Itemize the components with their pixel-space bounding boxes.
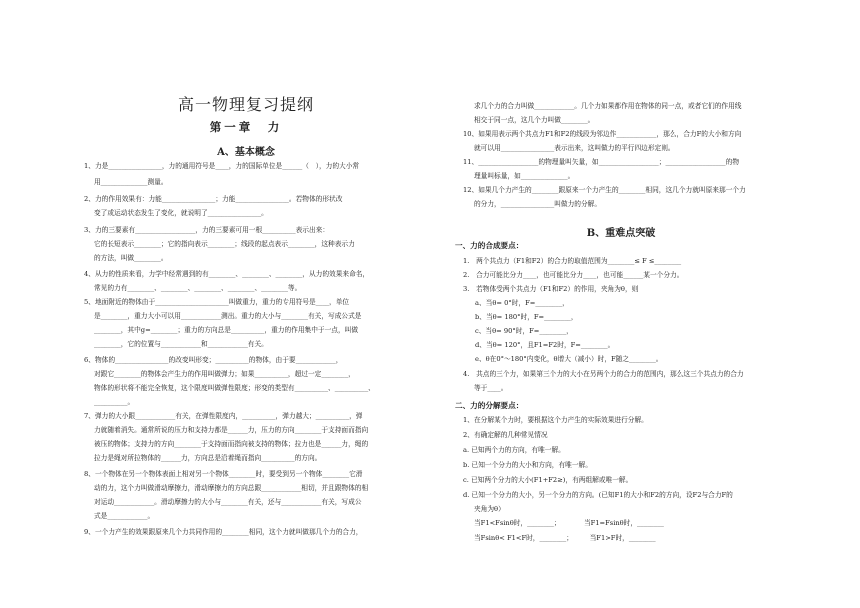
text-line: 物体的形状将不能完全恢复，这个限度叫做弹性限度；形变的类型有__________、__________、 <box>94 384 375 392</box>
text-line: 7、弹力的大小跟____________有关，在弹性限度内，__________，弹力越大；__________，弹 <box>84 412 363 420</box>
decomposition-subheading: 二、力的分解要点： <box>455 401 524 410</box>
text-line: ________，它的位置与____________和____________有关。 <box>94 340 268 348</box>
text-line: 3. 若物体受两个共点力（F1和F2）的作用，夹角为θ，则 <box>463 285 639 293</box>
text-line: 是________，重力大小可以用____________测出。重力的大小与________有关，写成公式是 <box>94 312 362 320</box>
text-line: 对运动____________。滑动摩擦力的大小与________有关，还与____________有关，写成公 <box>94 498 362 506</box>
text-line: 1. 两个共点力（F1和F2）的合力的取值范围为________≤ F ≤________ <box>463 257 682 265</box>
text-line: b、当θ= 180°时，F=________， <box>475 313 578 321</box>
text-line: 1、力是________________，力的通用符号是____，力的国际单位是______（ ），力的大小常 <box>84 162 360 170</box>
text-line: 3、力的三要素有__________________，力的三要素可用一根__________表示出来： <box>84 226 330 234</box>
text-line: 1、在分解某个力时，要根据这个力产生的实际效果进行分解。 <box>463 416 648 424</box>
text-line: 的分力，________________叫做力的分解。 <box>474 200 602 208</box>
text-line: 6、物体的________________的改变叫形变；__________的物体，由于要____________， <box>84 356 343 364</box>
text-line: 2、力的作用效果有：力能________________；力能________________。若物体的形状改 <box>84 195 343 203</box>
text-line: 就可以用________________表示出来，这叫做力的平行四边形定则。 <box>474 144 675 152</box>
text-line: d、当θ= 120°，且F1=F2时，F=________。 <box>475 341 615 349</box>
text-line: a. 已知两个力的方向，有唯一解。 <box>463 446 565 454</box>
text-line: 8、一个物体在另一个物体表面上相对另一个物体________时，要受到另一个物体________它滑 <box>84 470 363 478</box>
text-line: __________。 <box>94 398 135 406</box>
text-line: 的方法，叫做________。 <box>94 254 168 262</box>
text-line: e、θ在0°～180°内变化，θ增大（减小）时，F随之________。 <box>475 355 663 363</box>
text-line: 等于____。 <box>474 384 508 392</box>
text-line: 12、如果几个力产生的________跟原来一个力产生的________相同，这几个力就叫原来那一个力 <box>463 186 746 194</box>
composition-subheading: 一、力的合成要点： <box>455 241 524 250</box>
text-line: a、当θ= 0°时，F=________， <box>475 299 569 307</box>
text-line: 10、如果用表示两个共点力F1和F2的线段为邻边作____________，那么，合力F的大小和方向 <box>463 130 742 138</box>
text-line: d. 已知一个分力的大小，另一个分力的方向。(已知F1的大小和F2的方向，设F2与合力F的 <box>463 491 733 499</box>
text-line: ________，其中g=________；重力的方向总是__________，重力的作用集中于一点，叫做 <box>94 326 359 334</box>
text-line: 式是____________。 <box>94 512 155 520</box>
text-line: 相交于同一点，这几个力叫做________。 <box>474 116 595 124</box>
text-line: 它的长短表示________；它的指向表示________；线段的起点表示________，这种表示力 <box>94 240 355 248</box>
text-line: 2、有确定解的几种常见情况 <box>463 431 548 439</box>
text-line: c. 已知两个分力的大小(F1+F2≥)，有两组解或唯一解。 <box>463 476 633 484</box>
text-line: 变了或运动状态发生了变化，就说明了________________。 <box>94 209 268 217</box>
text-line: 对跟它________的物体会产生力的作用叫做弹力；如果__________，超过一定________， <box>94 370 355 378</box>
text-line: 4. 共点的三个力，如果第三个力的大小在另两个力的合力的范围内，那么这三个共点力的合力 <box>463 370 744 378</box>
text-line: 求几个力的合力叫做____________。几个力如果都作用在物体的同一点，或者它们的作用线 <box>474 102 742 110</box>
text-line: 被压的物体；支持力的方向________于支持面而指向被支持的物体；拉力也是______力，绳的 <box>94 440 369 448</box>
text-line: 夹角为θ） <box>474 505 505 513</box>
text-line: 用______________测量。 <box>94 178 168 186</box>
text-line: 力就随着消失。通常所说的压力和支持力都是______力，压力的方向________于支持面而指向 <box>94 426 369 434</box>
section-a-heading: A、基本概念 <box>217 147 275 158</box>
chapter-heading: 第一章 力 <box>209 120 283 134</box>
text-line: 常见的力有________、________、________、________、________等。 <box>94 284 302 292</box>
section-b-heading: B、重难点突破 <box>586 228 656 239</box>
text-line: 拉力是绳对所拉物体的______力，方向总是沿着绳而指向__________的方向。 <box>94 454 322 462</box>
text-line: c、当θ= 90°时，F=________， <box>475 327 573 335</box>
text-line: 动的力，这个力叫做滑动摩擦力，滑动摩擦力的方向总跟____________相切，并且跟物体的相 <box>94 484 369 492</box>
text-line: 2. 合力可能比分力____，也可能比分力____，也可能______某一个分力。 <box>463 271 684 279</box>
text-line: 理量叫标量，如______________。 <box>474 172 575 180</box>
text-line: 当Fsinθ< F1<F时，________； 当F1>F时，________ <box>474 534 656 542</box>
text-line: b. 已知一个分力的大小和方向，有唯一解。 <box>463 461 592 469</box>
text-line: 当F1<Fsinθ时，________； 当F1=Fsinθ时，________ <box>474 519 664 527</box>
text-line: 5、地面附近的物体由于______________________叫做重力，重力的专用符号是____，单位 <box>84 298 350 306</box>
text-line: 11、__________________的物理量叫矢量，如__________________；__________________的物 <box>463 158 740 166</box>
page-title: 高一物理复习提纲 <box>177 95 314 114</box>
text-line: 4、从力的性质来看，力学中经常遇到的有________、________、________，从力的效果来命名， <box>84 270 370 278</box>
text-line: 9、一个力产生的效果跟原来几个力共同作用的________相同，这个力就叫做那几个力的合力， <box>84 528 363 536</box>
